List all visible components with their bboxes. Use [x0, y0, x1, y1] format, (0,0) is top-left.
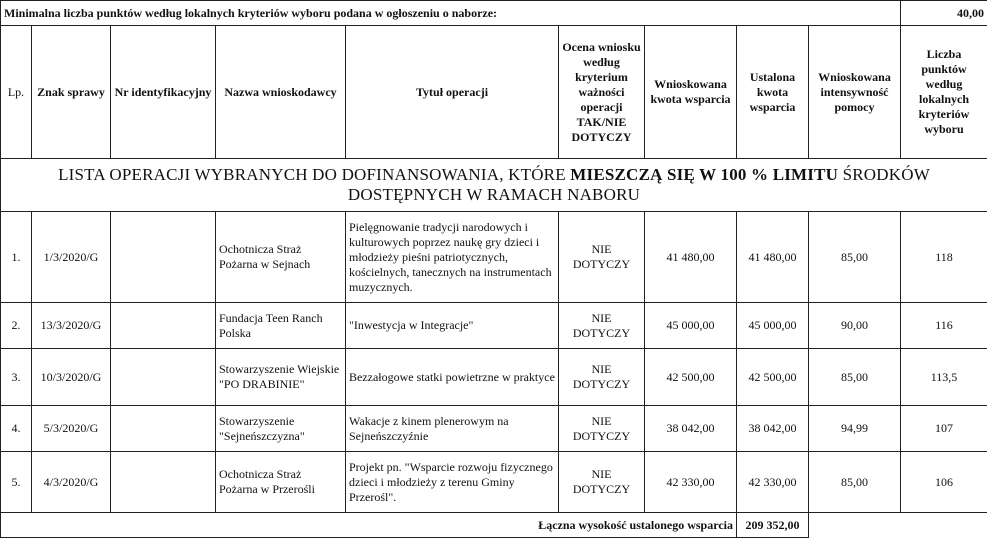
cell-nazwa: Stowarzyszenie Wiejskie "PO DRABINIE" [216, 349, 346, 406]
header-liczba-punktow: Liczba punktów według lokalnych kryteriów wyboru [901, 26, 987, 159]
header-lp: Lp. [1, 26, 32, 159]
cell-intensywnosc: 85,00 [809, 452, 901, 513]
cell-nr [111, 452, 216, 513]
cell-znak: 10/3/2020/G [32, 349, 111, 406]
table-row [1, 212, 987, 303]
total-empty [809, 513, 987, 538]
cell-znak: 5/3/2020/G [32, 406, 111, 452]
section-title-part2: ŚRODKÓW DOSTĘPNYCH W RAMACH NABORU [347, 165, 930, 204]
table-header-row [1, 26, 987, 159]
cell-ocena: NIE DOTYCZY [559, 303, 645, 349]
section-title-part1: LISTA OPERACJI WYBRANYCH DO DOFINANSOWANIA, KTÓRE [58, 165, 571, 184]
section-title-row [1, 159, 987, 212]
cell-lp: 3. [1, 349, 32, 406]
cell-znak: 1/3/2020/G [32, 212, 111, 303]
cell-nr [111, 212, 216, 303]
table-row [1, 349, 987, 406]
header-nr-identyfikacyjny: Nr identyfikacyjny [111, 26, 216, 159]
cell-intensywnosc: 90,00 [809, 303, 901, 349]
cell-nr [111, 303, 216, 349]
cell-nazwa: Ochotnicza Straż Pożarna w Sejnach [216, 212, 346, 303]
cell-nr [111, 349, 216, 406]
total-label: Łączna wysokość ustalonego wsparcia [1, 513, 737, 538]
cell-punkty: 116 [901, 303, 987, 349]
cell-ocena: NIE DOTYCZY [559, 349, 645, 406]
cell-znak: 13/3/2020/G [32, 303, 111, 349]
cell-wnioskowana: 42 500,00 [645, 349, 737, 406]
cell-ocena: NIE DOTYCZY [559, 452, 645, 513]
cell-punkty: 118 [901, 212, 987, 303]
section-title [1, 159, 987, 212]
cell-tytul: Wakacje z kinem plenerowym na Sejneńszczyźnie [346, 406, 559, 452]
cell-wnioskowana: 41 480,00 [645, 212, 737, 303]
cell-tytul: "Inwestycja w Integracje" [346, 303, 559, 349]
cell-tytul: Pielęgnowanie tradycji narodowych i kulturowych poprzez naukę gry dzieci i młodzieży pieśni patriotycznych, kościelnych, tanecznych na instrumentach muzycznych. [346, 212, 559, 303]
cell-lp: 1. [1, 212, 32, 303]
header-intensywnosc: Wnioskowana intensywność pomocy [809, 26, 901, 159]
cell-ustalona: 42 500,00 [737, 349, 809, 406]
cell-intensywnosc: 85,00 [809, 349, 901, 406]
cell-wnioskowana: 45 000,00 [645, 303, 737, 349]
minimum-points-value: 40,00 [901, 1, 987, 26]
minimum-points-row [1, 1, 987, 26]
cell-ustalona: 41 480,00 [737, 212, 809, 303]
cell-punkty: 107 [901, 406, 987, 452]
cell-lp: 4. [1, 406, 32, 452]
cell-nazwa: Ochotnicza Straż Pożarna w Przerośli [216, 452, 346, 513]
section-title-bold: MIESZCZĄ SIĘ W 100 % LIMITU [570, 165, 839, 184]
table-row [1, 452, 987, 513]
header-ustalona-kwota: Ustalona kwota wsparcia [737, 26, 809, 159]
cell-ocena: NIE DOTYCZY [559, 212, 645, 303]
header-znak-sprawy: Znak sprawy [32, 26, 111, 159]
cell-lp: 5. [1, 452, 32, 513]
cell-tytul: Bezzałogowe statki powietrzne w praktyce [346, 349, 559, 406]
cell-nazwa: Fundacja Teen Ranch Polska [216, 303, 346, 349]
cell-tytul: Projekt pn. "Wsparcie rozwoju fizycznego dzieci i młodzieży z terenu Gminy Przerośl". [346, 452, 559, 513]
cell-nazwa: Stowarzyszenie "Sejneńszczyzna" [216, 406, 346, 452]
total-row [1, 513, 987, 538]
total-value: 209 352,00 [737, 513, 809, 538]
cell-wnioskowana: 42 330,00 [645, 452, 737, 513]
cell-ustalona: 45 000,00 [737, 303, 809, 349]
header-nazwa-wnioskodawcy: Nazwa wnioskodawcy [216, 26, 346, 159]
cell-ustalona: 42 330,00 [737, 452, 809, 513]
cell-lp: 2. [1, 303, 32, 349]
cell-znak: 4/3/2020/G [32, 452, 111, 513]
header-ocena: Ocena wniosku według kryterium ważności operacji TAK/NIE DOTYCZY [559, 26, 645, 159]
table-row [1, 303, 987, 349]
header-wnioskowana-kwota: Wnioskowana kwota wsparcia [645, 26, 737, 159]
cell-punkty: 113,5 [901, 349, 987, 406]
cell-intensywnosc: 85,00 [809, 212, 901, 303]
minimum-points-label: Minimalna liczba punktów według lokalnych kryteriów wyboru podana w ogłoszeniu o naborze: [1, 1, 901, 26]
cell-wnioskowana: 38 042,00 [645, 406, 737, 452]
cell-intensywnosc: 94,99 [809, 406, 901, 452]
cell-ustalona: 38 042,00 [737, 406, 809, 452]
cell-nr [111, 406, 216, 452]
cell-punkty: 106 [901, 452, 987, 513]
cell-ocena: NIE DOTYCZY [559, 406, 645, 452]
table-row [1, 406, 987, 452]
header-tytul-operacji: Tytuł operacji [346, 26, 559, 159]
